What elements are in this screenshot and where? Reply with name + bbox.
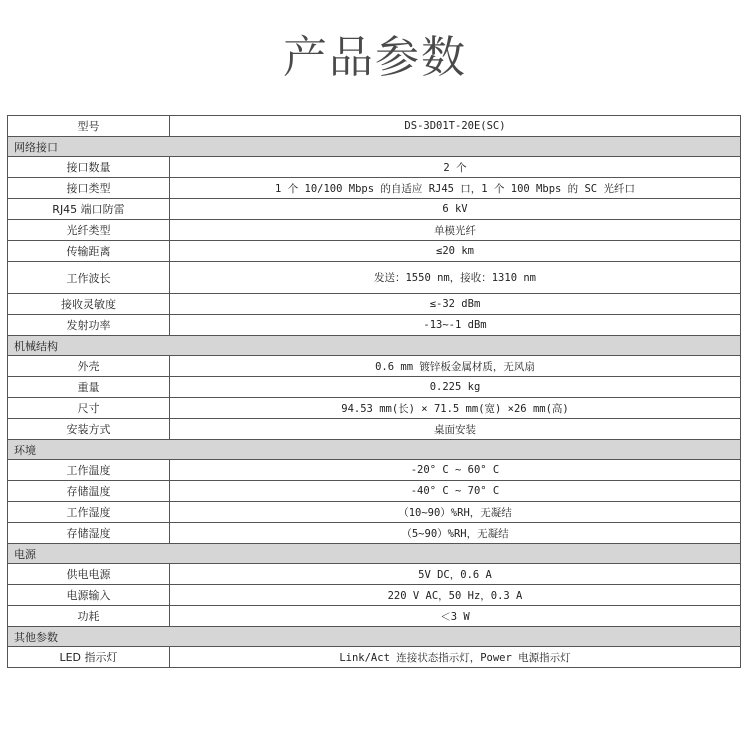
section-title: 机械结构: [8, 336, 741, 356]
row-value: 220 V AC，50 Hz，0.3 A: [170, 585, 741, 606]
table-row: [8, 585, 741, 606]
row-value: 单模光纤: [170, 220, 741, 241]
table-row: [8, 398, 741, 419]
row-value: ≤-32 dBm: [170, 294, 741, 315]
row-value: -20° C ~ 60° C: [170, 460, 741, 481]
table-row: [8, 564, 741, 585]
table-row: [8, 523, 741, 544]
row-label: 存储温度: [8, 481, 170, 502]
spec-table: [7, 115, 741, 668]
table-row: [8, 315, 741, 336]
table-row: [8, 502, 741, 523]
row-label: 尺寸: [8, 398, 170, 419]
row-label: 电源输入: [8, 585, 170, 606]
row-value: 发送：1550 nm，接收：1310 nm: [170, 262, 741, 294]
page-title: 产品参数: [283, 32, 467, 83]
table-row: [8, 262, 741, 294]
row-label: 工作湿度: [8, 502, 170, 523]
row-label: 接口类型: [8, 178, 170, 199]
row-value: ≤20 km: [170, 241, 741, 262]
table-row: [8, 419, 741, 440]
section-header-row: [8, 544, 741, 564]
section-header-row: [8, 627, 741, 647]
table-row: [8, 294, 741, 315]
row-label: 接收灵敏度: [8, 294, 170, 315]
row-label: 型号: [8, 116, 170, 137]
row-label: 安装方式: [8, 419, 170, 440]
row-label: RJ45 端口防雷: [8, 199, 170, 220]
row-value: DS-3D01T-20E(SC): [170, 116, 741, 137]
section-title: 环境: [8, 440, 741, 460]
row-value: ＜3 W: [170, 606, 741, 627]
row-label: 功耗: [8, 606, 170, 627]
row-label: 供电电源: [8, 564, 170, 585]
table-row: [8, 220, 741, 241]
row-value: Link/Act 连接状态指示灯，Power 电源指示灯: [170, 647, 741, 668]
row-value: 6 kV: [170, 199, 741, 220]
table-row: [8, 356, 741, 377]
row-label: 工作波长: [8, 262, 170, 294]
row-value: -40° C ~ 70° C: [170, 481, 741, 502]
table-row: [8, 647, 741, 668]
table-row: [8, 460, 741, 481]
row-label: 发射功率: [8, 315, 170, 336]
section-header-row: [8, 336, 741, 356]
row-value: 1 个 10/100 Mbps 的自适应 RJ45 口，1 个 100 Mbps 的 SC 光纤口: [170, 178, 741, 199]
table-row: [8, 481, 741, 502]
row-value: 2 个: [170, 157, 741, 178]
row-value: -13~-1 dBm: [170, 315, 741, 336]
table-row: [8, 157, 741, 178]
row-value: 5V DC，0.6 A: [170, 564, 741, 585]
row-label: 光纤类型: [8, 220, 170, 241]
row-label: 外壳: [8, 356, 170, 377]
section-title: 网络接口: [8, 137, 741, 157]
section-header-row: [8, 137, 741, 157]
row-label: 传输距离: [8, 241, 170, 262]
table-row: [8, 178, 741, 199]
row-value: 桌面安装: [170, 419, 741, 440]
section-title: 其他参数: [8, 627, 741, 647]
row-label: 工作温度: [8, 460, 170, 481]
row-label: 接口数量: [8, 157, 170, 178]
row-value: 94.53 mm(长) × 71.5 mm(宽) ×26 mm(高): [170, 398, 741, 419]
row-label: LED 指示灯: [8, 647, 170, 668]
section-header-row: [8, 440, 741, 460]
row-label: 重量: [8, 377, 170, 398]
table-row: [8, 199, 741, 220]
row-label: 存储湿度: [8, 523, 170, 544]
table-row: [8, 606, 741, 627]
table-row-model: [8, 116, 741, 137]
row-value: 0.6 mm 镀锌板金属材质，无风扇: [170, 356, 741, 377]
table-row: [8, 377, 741, 398]
section-title: 电源: [8, 544, 741, 564]
row-value: （5~90）%RH，无凝结: [170, 523, 741, 544]
row-value: 0.225 kg: [170, 377, 741, 398]
row-value: （10~90）%RH，无凝结: [170, 502, 741, 523]
spec-table-body: [8, 116, 741, 668]
table-row: [8, 241, 741, 262]
